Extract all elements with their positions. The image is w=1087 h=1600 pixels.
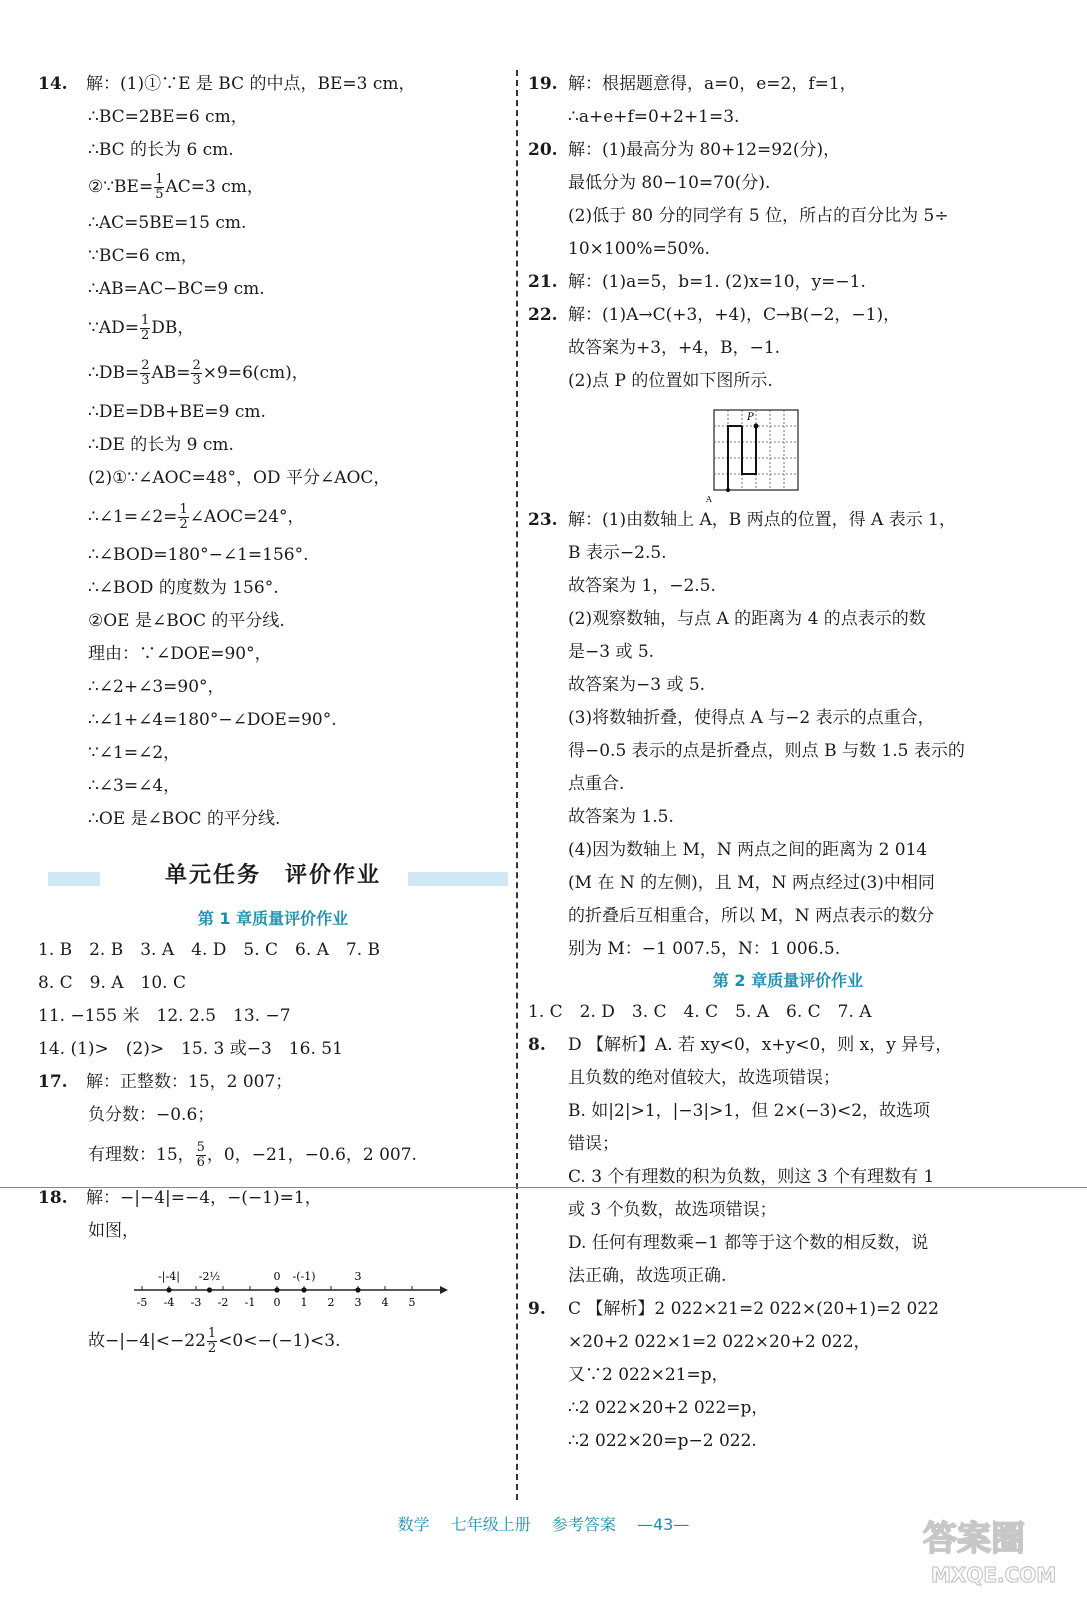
q8-line-3: B. 如|2|>1，|−3|>1，但 2×(−3)<2，故选项 [568,1101,931,1121]
fraction-numerator: 1 [140,313,150,328]
question-number: 21. [528,272,558,292]
fraction-denominator: 6 [196,1155,205,1170]
watermark-url: MXQE.COM [931,1563,1057,1587]
q14-line-11: ∴DE 的长为 9 cm. [88,435,234,455]
point-p [754,424,759,429]
tick-label: 4 [381,1296,389,1309]
q8-line-8: 法正确，故选项正确. [568,1266,727,1286]
q14-line-8 [38,306,508,350]
q8-line-5: C. 3 个有理数的积为负数，则这 3 个有理数有 1 [568,1167,935,1187]
q23-line-11: (4)因为数轴上 M，N 两点之间的距离为 2 014 [568,840,928,860]
q14-line-16: ②OE 是∠BOC 的平分线. [88,611,285,631]
right-column [528,68,1048,1458]
footer-page-number: —43— [636,1515,690,1534]
q14-text: AB= [151,363,191,383]
q21-text: 解：(1)a=5，b=1. (2)x=10，y=−1. [568,272,866,292]
tick-label: -4 [163,1296,175,1309]
q22-line-2: 故答案为+3，+4，B，−1. [568,338,781,358]
question-number: 9. [528,1299,546,1319]
ch1-answers-3: 11. −155 米 12. 2.5 13. −7 [38,1006,291,1026]
ch1-answers-4: 14. (1)> (2)> 15. 3 或−3 16. 51 [38,1039,343,1059]
fraction [207,1327,217,1356]
q20-line-4: 10×100%=50%. [568,239,710,259]
q19-line-1 [528,68,1048,101]
section-title: 单元任务 评价作业 [164,863,381,888]
q8-line-7: D. 任何有理数乘−1 都等于这个数的相反数，说 [568,1233,929,1253]
q19-text: 解：根据题意得，a=0，e=2，f=1， [568,74,857,94]
q14-line-3: ∴BC 的长为 6 cm. [88,140,234,160]
point-label: 0 [273,1270,281,1283]
watermark-logo [917,1510,1067,1590]
point-label: 3 [354,1270,362,1283]
ch1-answers-1: 1. B 2. B 3. A 4. D 5. C 6. A 7. B [38,940,381,960]
q23-line-5: 是−3 或 5. [568,642,655,662]
footer-grade: 七年级上册 [450,1515,531,1534]
fraction-numerator: 1 [155,172,164,187]
q8-line-6: 或 3 个负数，故选项错误； [568,1200,777,1220]
fraction-numerator: 5 [196,1140,205,1155]
fraction [140,359,150,388]
question-number: 19. [528,74,558,94]
q17-text: 有理数：15， [88,1145,195,1165]
title-decoration-left [48,872,100,886]
q18-line-1 [38,1182,508,1215]
number-point [166,1287,171,1292]
question-number: 17. [38,1072,68,1092]
q23-line-8: 得−0.5 表示的点是折叠点，则点 B 与数 1.5 表示的 [568,741,965,761]
q23-line-10: 故答案为 1.5. [568,807,674,827]
arrow-icon [440,1286,448,1294]
q14-text: ∴DB= [88,363,140,383]
q14-line-18: ∴∠2+∠3=90°， [88,677,225,697]
fraction [178,503,188,532]
tick-label: 0 [273,1296,281,1309]
q14-line-20: ∵∠1=∠2， [88,743,181,763]
q23-line-7: (3)将数轴折叠，使得点 A 与−2 表示的点重合， [568,708,935,728]
q17-line-3 [38,1132,508,1178]
fraction-denominator: 3 [192,373,201,388]
q22-line-3: (2)点 P 的位置如下图所示. [568,371,773,391]
question-number: 22. [528,305,558,325]
q9-line-5: ∴2 022×20=p−2 022. [568,1431,757,1451]
q9-line-1 [528,1293,1048,1326]
q23-line-13: 的折叠后互相重合，所以 M，N 两点表示的数分 [568,906,935,926]
q9-text: C 【解析】2 022×21=2 022×(20+1)=2 022 [568,1299,939,1319]
number-point [355,1287,360,1292]
q14-line-13 [38,495,508,539]
q22-text: 解：(1)A→C(+3，+4)，C→B(−2，−1)， [568,305,901,325]
q17-text: 解：正整数：15，2 007； [86,1072,293,1092]
ch2-answers-1: 1. C 2. D 3. C 4. C 5. A 6. C 7. A [528,1002,872,1022]
fraction-denominator: 2 [140,328,150,343]
question-number: 18. [38,1188,68,1208]
question-number: 14. [38,74,68,94]
q17-text: ，0，−21，−0.6，2 007. [206,1145,417,1165]
q14-line-15: ∴∠BOD 的度数为 156°. [88,578,279,598]
section-title-block [38,854,508,898]
number-point [207,1287,212,1292]
tick-label: 3 [354,1296,362,1309]
q23-line-2: B 表示−2.5. [568,543,667,563]
tick-label: -5 [136,1296,148,1309]
q14-line-9 [38,350,508,396]
q17-line-1 [38,1066,508,1099]
q8-line-4: 错误； [568,1134,619,1154]
path-segment [742,426,756,474]
fraction [196,1141,206,1170]
q14-text: AC=3 cm， [165,177,264,197]
q14-text: ∴∠1=∠2= [88,507,178,527]
label-p: P [747,412,754,423]
q8-line-1 [528,1029,1048,1062]
q23-line-1 [528,504,1048,537]
q8-text: D 【解析】A. 若 xy<0，x+y<0，则 x，y 异号， [568,1035,953,1055]
grid-figure [704,404,804,504]
q14-line-21: ∴∠3=∠4， [88,776,181,796]
q14-line-17: 理由：∵∠DOE=90°， [88,644,272,664]
q18-text: 故−|−4|<−2 [88,1331,196,1351]
q14-line-10: ∴DE=DB+BE=9 cm. [88,402,266,422]
question-number: 23. [528,510,558,530]
tick-label: -2 [217,1296,229,1309]
q14-line-14: ∴∠BOD=180°−∠1=156°. [88,545,309,565]
q19-line-2: ∴a+e+f=0+2+1=3. [568,107,740,127]
q18-line-3 [38,1318,508,1364]
mixed-number-whole: 2 [195,1331,206,1351]
q23-line-9: 点重合. [568,774,625,794]
fraction [154,173,164,202]
q21-line-1 [528,266,1048,299]
number-line-figure [128,1248,458,1318]
point-a [726,488,730,492]
q23-line-12: (M 在 N 的左侧)，且 M，N 两点经过(3)中相同 [568,873,935,893]
ch1-answers-2: 8. C 9. A 10. C [38,973,186,993]
q14-line-22: ∴OE 是∠BOC 的平分线. [88,809,281,829]
q14-text: ∠AOC=24°， [189,507,305,527]
q17-line-2: 负分数：−0.6； [88,1105,215,1125]
fraction [140,314,150,343]
q14-text: DB， [151,318,195,338]
fraction-numerator: 2 [141,358,150,373]
q14-line-4 [38,167,508,207]
q8-line-2: 且负数的绝对值较大，故选项错误； [568,1068,840,1088]
q14-line-7: ∴AB=AC−BC=9 cm. [88,279,265,299]
q14-line-1 [38,68,508,101]
q14-line-12: (2)①∵∠AOC=48°，OD 平分∠AOC， [88,468,391,488]
footer-type: 参考答案 [551,1515,616,1534]
tick-label: -1 [244,1296,256,1309]
tick-label: 5 [408,1296,416,1309]
q14-line-6: ∵BC=6 cm， [88,246,198,266]
point-label: -|-4| [158,1270,180,1283]
q22-line-1 [528,299,1048,332]
number-point [301,1287,306,1292]
number-point [274,1287,279,1292]
chapter1-title: 第 1 章质量评价作业 [197,909,349,928]
q23-text: 解：(1)由数轴上 A，B 两点的位置，得 A 表示 1， [568,510,956,530]
fraction-denominator: 2 [207,1341,217,1356]
watermark-text: 答案圈 [923,1519,1025,1559]
question-number: 8. [528,1035,546,1055]
q9-line-2: ×20+2 022×1=2 022×20+2 022， [568,1332,871,1352]
q23-line-4: (2)观察数轴，与点 A 的距离为 4 的点表示的数 [568,609,926,629]
q20-line-3: (2)低于 80 分的同学有 5 位，所占的百分比为 5÷ [568,206,949,226]
fraction-denominator: 2 [179,517,188,532]
tick-label: 2 [327,1296,335,1309]
q23-line-3: 故答案为 1，−2.5. [568,576,716,596]
fraction-denominator: 5 [155,187,164,202]
footer-subject: 数学 [397,1515,430,1534]
point-label: -2½ [198,1270,221,1283]
q20-line-1 [528,134,1048,167]
tick-label: -3 [190,1296,202,1309]
chapter2-title: 第 2 章质量评价作业 [712,971,864,990]
q23-line-6: 故答案为−3 或 5. [568,675,706,695]
q14-text: ×9=6(cm)， [202,363,309,383]
q20-line-2: 最低分为 80−10=70(分). [568,173,771,193]
fraction-numerator: 2 [192,358,201,373]
q9-line-3: 又∵2 022×21=p， [568,1365,729,1385]
label-a: A [706,495,712,504]
fraction-numerator: 1 [207,1326,217,1341]
fraction [191,359,201,388]
question-number: 20. [528,140,558,160]
q18-text: <0<−(−1)<3. [218,1331,341,1351]
q14-line-5: ∴AC=5BE=15 cm. [88,213,247,233]
q18-line-2: 如图， [88,1221,139,1241]
q20-text: 解：(1)最高分为 80+12=92(分)， [568,140,841,160]
fraction-denominator: 3 [141,373,150,388]
tick-label: 1 [300,1296,308,1309]
q14-text: 解：(1)①∵E 是 BC 的中点，BE=3 cm， [86,74,416,94]
q14-line-19: ∴∠1+∠4=180°−∠DOE=90°. [88,710,337,730]
q14-text: ②∵BE= [88,177,154,197]
column-divider [516,70,518,1500]
q23-line-14: 别为 M：−1 007.5，N：1 006.5. [568,939,841,959]
q14-line-2: ∴BC=2BE=6 cm， [88,107,248,127]
point-label: -(-1) [292,1270,316,1283]
q14-text: ∵AD= [88,318,139,338]
fraction-numerator: 1 [179,502,188,517]
left-column [38,68,508,1364]
title-decoration-right [408,872,508,886]
q9-line-4: ∴2 022×20+2 022=p， [568,1398,769,1418]
q18-text: 解：−|−4|=−4，−(−1)=1， [86,1188,322,1208]
